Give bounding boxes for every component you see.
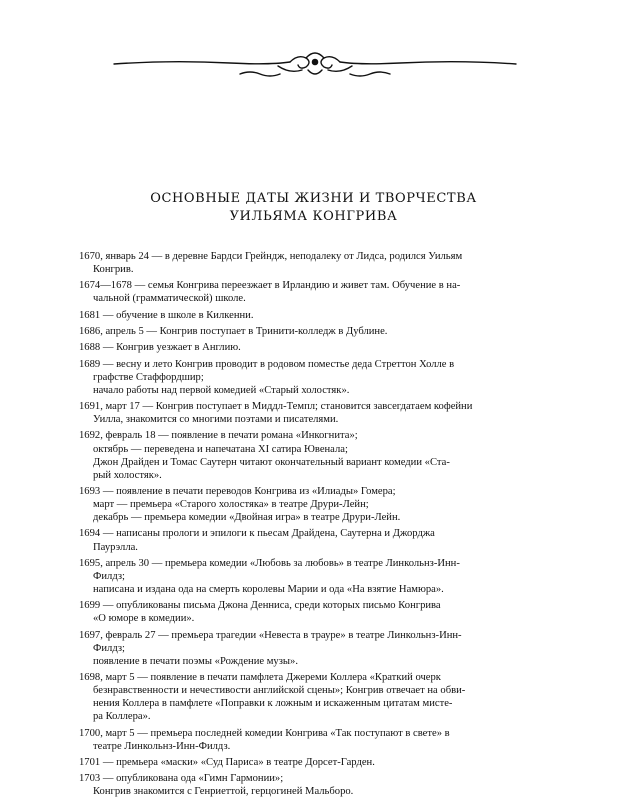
entry-line: 1694 — написаны прологи и эпилоги к пьесам Драйдена, Саутерна и Джорджа xyxy=(79,528,435,540)
page-title-line-2: УИЛЬЯМА КОНГРИВА xyxy=(229,209,398,224)
entry-line: 1703 — опубликована ода «Гимн Гармонии»; xyxy=(79,773,284,785)
chronology-entry xyxy=(79,358,549,397)
chronology-entry xyxy=(79,671,549,723)
entry-line: 1697, февраль 27 — премьера трагедии «Невеста в трауре» в театре Линкольнз-Инн- xyxy=(79,629,462,641)
entry-line: театре Линкольнз-Инн-Филдз. xyxy=(93,740,231,752)
entry-line: октябрь — переведена и напечатана XI сатира Ювенала; xyxy=(93,443,348,455)
entry-line: «О юморе в комедии». xyxy=(93,613,195,625)
chronology-entry xyxy=(79,279,549,305)
entry-line: 1692, февраль 18 — появление в печати романа «Инкогнита»; xyxy=(79,430,358,442)
entry-line: Конгрив знакомится с Генриеттой, герцогиней Мальборо. xyxy=(93,786,354,798)
entry-line: 1681 — обучение в школе в Килкенни. xyxy=(79,309,254,321)
entry-line: 1701 — премьера «маски» «Суд Париса» в театре Дорсет-Гарден. xyxy=(79,757,375,769)
entry-line: чальной (грамматической) школе. xyxy=(93,293,246,305)
entry-line: 1689 — весну и лето Конгрив проводит в родовом поместье деда Стреттон Холле в xyxy=(79,358,455,370)
entry-line: 1670, январь 24 — в деревне Бардси Грейндж, неподалеку от Лидса, родился Уильям xyxy=(79,251,463,262)
entry-line: Джон Драйден и Томас Саутерн читают окончательный вариант комедии «Ста- xyxy=(93,456,450,468)
chronology-entry xyxy=(79,772,549,798)
chronology-entry xyxy=(79,727,549,753)
entry-line: 1693 — появление в печати переводов Конгрива из «Илиады» Гомера; xyxy=(79,486,396,497)
chronology-entry xyxy=(79,485,549,524)
entry-line: март — премьера «Старого холостяка» в театре Друри-Лейн; xyxy=(93,499,369,511)
entry-line: Уилла, знакомится со многими поэтами и писателями. xyxy=(93,414,339,426)
entry-line: появление в печати поэмы «Рождение музы». xyxy=(93,655,298,667)
entry-line: безнравственности и нечестивости английской сцены»; Конгрив отвечает на обви- xyxy=(93,685,466,697)
page-title-line-1: ОСНОВНЫЕ ДАТЫ ЖИЗНИ И ТВОРЧЕСТВА xyxy=(150,191,477,206)
entry-line: нения Коллера в памфлете «Поправки к ложным и искаженным цитатам мисте- xyxy=(93,698,453,710)
chronology-entry xyxy=(79,557,549,596)
chronology-entry xyxy=(79,250,549,276)
entry-line: 1674—1678 — семья Конгрива переезжает в Ирландию и живет там. Обучение в на- xyxy=(79,280,461,292)
entry-line: начало работы над первой комедией «Старый холостяк». xyxy=(93,384,350,396)
entry-line: написана и издана ода на смерть королевы Марии и ода «На взятие Намюра». xyxy=(93,584,444,596)
chronology-entry xyxy=(79,341,549,354)
chronology-entry xyxy=(79,309,549,322)
entry-line: 1695, апрель 30 — премьера комедии «Любовь за любовь» в театре Линкольнз-Инн- xyxy=(79,557,460,569)
entry-line: 1699 — опубликованы письма Джона Денниса, среди которых письмо Конгрива xyxy=(79,600,441,612)
chronology-entry xyxy=(79,325,549,338)
entry-line: графстве Стаффордшир; xyxy=(93,371,204,383)
decorative-ornament xyxy=(110,40,520,90)
entry-line: 1688 — Конгрив уезжает в Англию. xyxy=(79,342,241,354)
entry-line: Филдз; xyxy=(93,642,125,654)
chronology-entry xyxy=(79,429,549,481)
chronology-entry xyxy=(79,527,549,553)
chronology-entry xyxy=(79,756,549,769)
chronology-entry xyxy=(79,599,549,625)
entry-line: 1686, апрель 5 — Конгрив поступает в Тринити-колледж в Дублине. xyxy=(79,326,388,338)
entry-line: 1691, март 17 — Конгрив поступает в Миддл-Темпл; становится завсегдатаем кофейни xyxy=(79,401,473,413)
entry-line: Паурэлла. xyxy=(93,541,138,553)
entry-line: декабрь — премьера комедии «Двойная игра» в театре Друри-Лейн. xyxy=(93,512,401,524)
chronology-entry xyxy=(79,400,549,426)
chronology-entry xyxy=(79,629,549,668)
entry-line: ра Коллера». xyxy=(93,711,151,723)
entry-line: рый холостяк». xyxy=(93,469,162,481)
entry-line: 1700, март 5 — премьера последней комедии Конгрива «Так поступают в свете» в xyxy=(79,727,450,739)
entry-line: 1698, март 5 — появление в печати памфлета Джереми Коллера «Краткий очерк xyxy=(79,672,441,684)
entry-line: Филдз; xyxy=(93,570,125,582)
chronology-list xyxy=(79,250,549,802)
entry-line: Конгрив. xyxy=(93,264,134,276)
